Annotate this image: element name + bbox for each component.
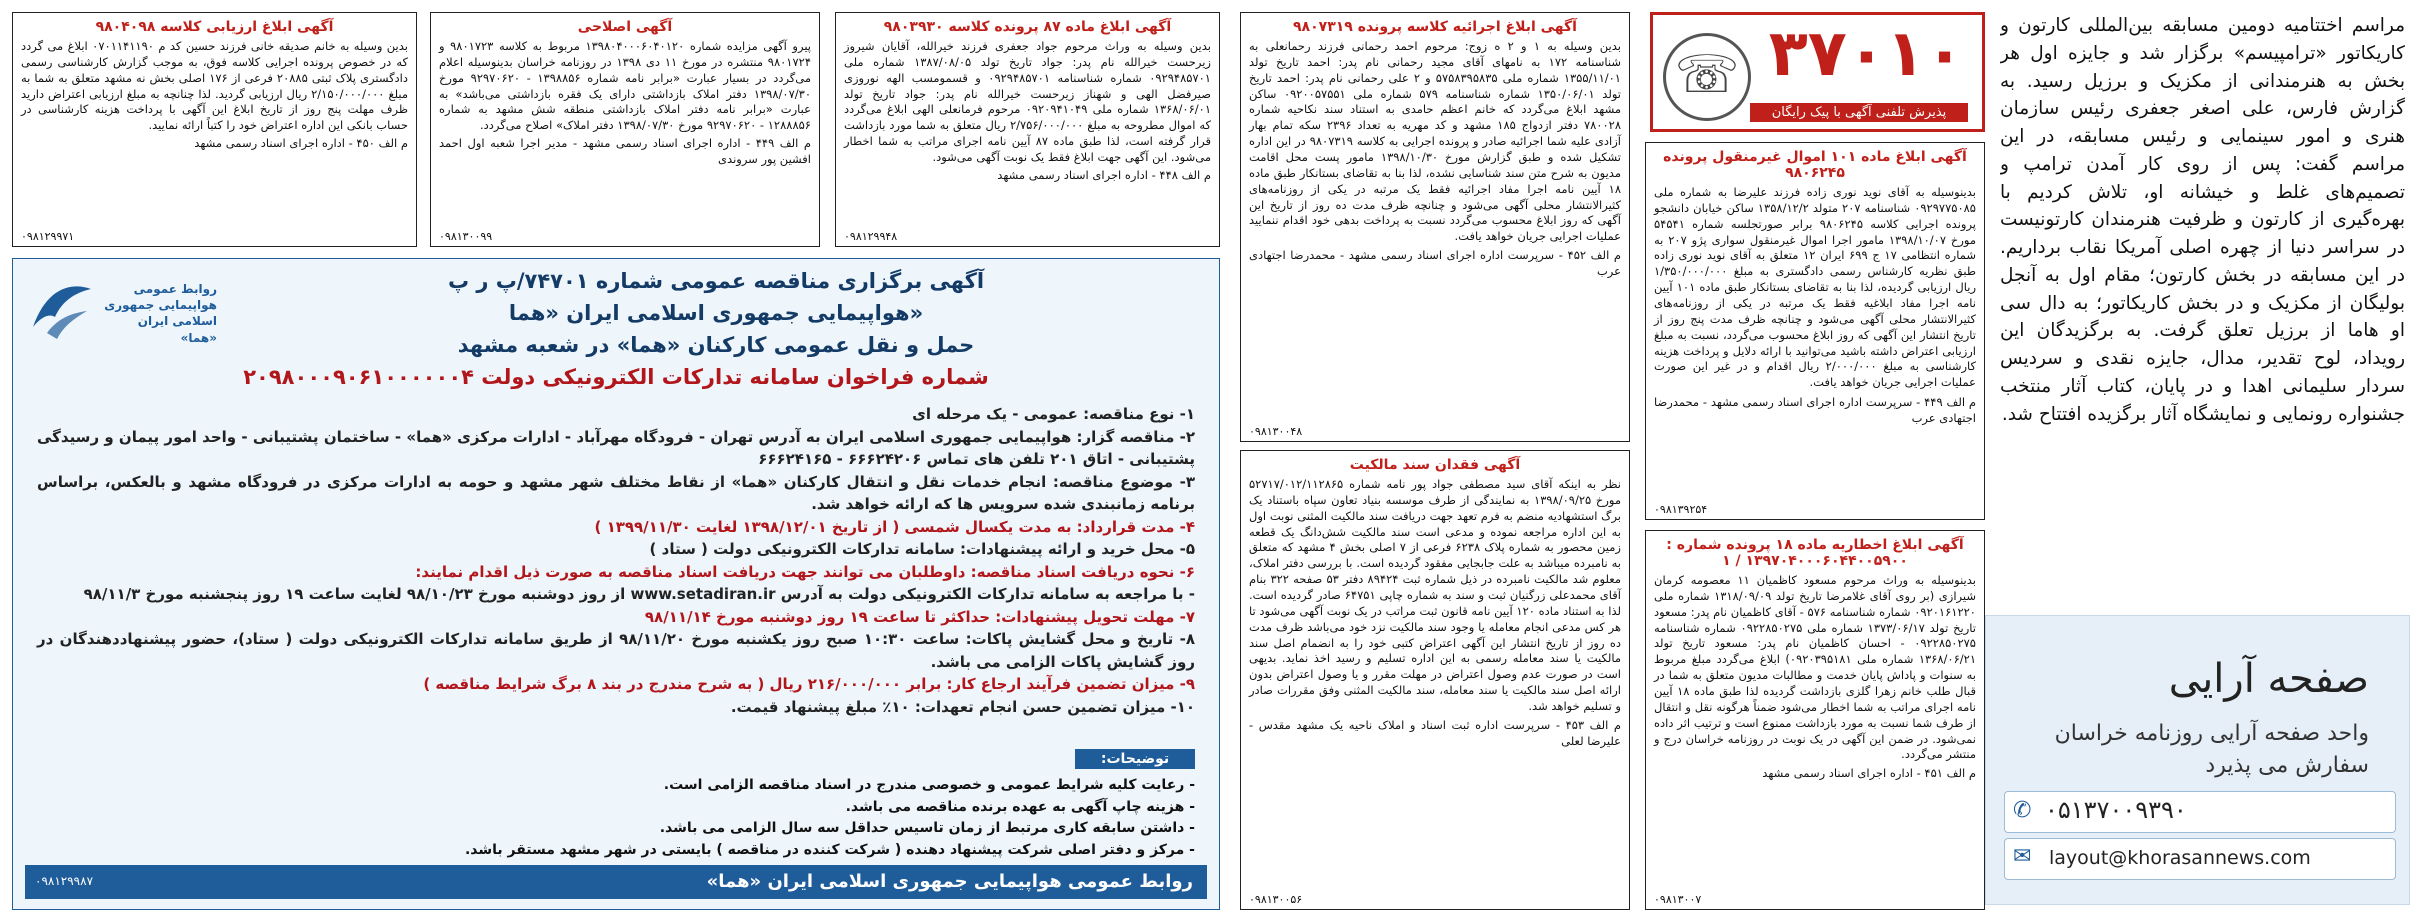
tender-note: - هزینه چاپ آگهی به عهده برنده مناقصه می باشد.	[845, 798, 1195, 815]
ad-code: ۰۹۸۱۳۹۲۵۴	[1654, 503, 1708, 516]
ad-title: آگهی ابلاغ ماده ۸۷ پرونده کلاسه ۹۸۰۳۹۳۰	[883, 19, 1172, 35]
tender-item: ۱۰- میزان تضمین حسن انجام تعهدات: ۱۰٪ مبلغ پیشنهاد قیمت.	[730, 697, 1195, 716]
ad-title: آگهی ابلاغ اجرائیه کلاسه پرونده ۹۸۰۷۳۱۹	[1293, 19, 1577, 35]
ad-title: آگهی اصلاحی	[577, 19, 673, 35]
ad-code: ۰۹۸۱۳۰۰۷	[1654, 893, 1702, 906]
tender-note: - داشتن سابقه کاری مرتبط از زمان تاسیس حداقل سه سال الزامی می باشد.	[659, 820, 1195, 837]
telephone-icon: ☏	[1663, 33, 1751, 121]
ad-title: آگهی ابلاغ اخطاریه ماده ۱۸ پرونده شماره :	[1666, 537, 1964, 553]
tender-title-4: شماره فراخوان سامانه تدارکات الکترونیکی دولت ۲۰۹۸۰۰۰۹۰۶۱۰۰۰۰۰۰۴	[243, 365, 989, 389]
tender-item: ۲- مناقصه گزار: هواپیمایی جمهوری اسلامی ایران به آدرس تهران - فرودگاه مهرآباد - ادارات مرکزی «هما» - ساختمان پشتیبانی - واحد امور پیمان و رسیدگی پشتیبانی - اتاق ۲۰۱ تلفن های تماس ۶۶۶۲۴۲۰۶ - ۶۶۶۲۴۱۶۵	[37, 427, 1195, 468]
ad-signature: م الف ۴۴۸ - اداره اجرای اسناد رسمی مشهد	[997, 167, 1211, 182]
tender-note: - رعایت کلیه شرایط عمومی و خصوصی مندرج در اسناد مناقصه الزامی است.	[663, 777, 1195, 793]
ad-signature: م الف ۴۵۱ - اداره اجرای اسناد رسمی مشهد	[1762, 766, 1976, 781]
tender-item: ۶- نحوه دریافت اسناد مناقصه: داوطلبان می توانند جهت دریافت اسناد مناقصه به صورت ذیل اقدام نمایند:	[415, 562, 1195, 581]
layout-phone: ۰۵۱۳۷۰۰۹۳۹۰	[2045, 796, 2187, 824]
ad-body: بدینوسیله به وراث مرحوم مسعود کاظمیان ۱۱ معصومه کرمان شیرازی (بر روی آقای غلامرضا تاریخ تولد ۱۳۱۸/۰۹/۰۹ شماره ملی ۰۹۲۰۱۶۱۲۲۰ شماره شناسنامه ۵۷۶ - آقای کاظمیان نام پدر: مسعود تاریخ تولد ۱۳۷۳/۰۶/۱۷ شماره ملی ۰۹۲۲۸۵۰۲۷۵ شماره شناسنامه ۰۹۲۲۸۵۰۲۷۵ - احسان کاظمیان نام پدر: مسعود تاریخ تولد ۱۳۶۸/۰۶/۲۱ شماره ملی ۰۹۲۰۳۹۵۱۸۱) ابلاغ می‌گردد مبلغ مربوط به سنوات و پاداش پایان خدمت و مطالبات مدیون متعلق به شما در قبال طلب خانم زهرا گلزی بازداشت گردیده لذا طبق ماده ۱۸ آیین نامه اجرای مراتب به شما اخطار می‌شود ضمناً هرگونه نقل و انتقال از طرف شما نسبت به مورد بازداشت ممنوع است و ترتیب اثر داده نمی‌شود. در ضمن این آگهی در یک نوبت در روزنامه خراسان درج و منتشر می‌گردد.	[1654, 573, 1977, 762]
ad-article-87	[835, 12, 1220, 247]
editorial-column	[2000, 12, 2405, 597]
tender-title-3: حمل و نقل عمومی کارکنان «هما» در شعبه مشهد	[457, 333, 975, 357]
layout-email-row	[2004, 838, 2396, 880]
tender-footer	[25, 865, 1207, 899]
tender-code: ۰۹۸۱۲۹۹۸۷	[35, 874, 94, 888]
ad-signature: م الف ۴۵۲ - سرپرست اداره اجرای اسناد رسمی مشهد - محمدرضا اجتهادی عرب	[1249, 248, 1621, 279]
ad-code: ۰۹۸۱۲۹۹۴۸	[844, 230, 898, 243]
ad-body: پیرو آگهی مزایده شماره ۱۳۹۸۰۴۰۰۰۶۰۴۰۱۲۰ مربوط به کلاسه ۹۸۰۱۷۲۳ و ۹۸۰۱۷۲۴ منتشره در مورخ ۱۱ دی ۱۳۹۸ در روزنامه خراسان بدینوسیله اعلام می‌گردد در بسیار عبارت «برابر نامه شماره ۱۳۹۸۸۵۶ - ۹۲۹۷۰۶۲۰ مورخ ۱۳۹۸/۰۷/۳۰ دفتر املاک بازداشتی دارای یک فقره بازداشتی می‌باشد» به عبارت «برابر نامه دفتر املاک بازداشتی منطقه شش مشهد به شماره ۱۲۸۸۸۵۶ - ۹۲۹۷۰۶۲۰ مورخ ۱۳۹۸/۰۷/۳۰ دفتر املاک» اصلاح می‌گردد.	[439, 39, 812, 133]
tender-notes-label: توضیحات:	[1075, 749, 1195, 769]
layout-subtitle: واحد صفحه آرایی روزنامه خراسان سفارش می پذیرد	[2054, 721, 2369, 778]
phone-caption: پذیرش تلفنی آگهی با پیک رایگان	[1750, 103, 1968, 122]
ad-execution-notice	[1240, 12, 1630, 442]
ad-signature: م الف ۴۵۰ - اداره اجرای اسناد رسمی مشهد	[194, 136, 408, 151]
mail-icon: ✉	[2013, 844, 2032, 869]
layout-service-box	[1985, 615, 2410, 905]
layout-title: صفحه آرایی	[2168, 656, 2369, 702]
ad-code: ۰۹۸۱۳۰۰۹۹	[439, 230, 493, 243]
tender-ad	[12, 258, 1220, 910]
tender-notes	[37, 775, 1195, 862]
tender-items	[37, 403, 1195, 718]
ad-body: بدین وسیله به خانم صدیقه خانی فرزند حسین کد م ۰۷۰۱۱۴۱۱۹۰ ابلاغ می گردد که در خصوص پرونده اجرایی کلاسه فوق، به موجب گزارش کارشناسی رسمی دادگستری پلاک ثبتی ۲۰۸۸۵ فرعی از ۱۷۶ اصلی بخش نه مشهد متعلق به شما به مبلغ ۲/۱۵۰/۰۰۰/۰۰۰ ریال ارزیابی گردید. لذا چنانچه به مبلغ ارزیابی اعتراض دارید ظرف مهلت پنج روز از تاریخ ابلاغ این آگهی با پرداخت هزینه کارشناسی در حساب بانکی این اداره اعتراض خود را کتباً ارائه نمایید.	[21, 39, 409, 133]
homa-bird-icon	[27, 277, 97, 347]
tender-title-1: آگهی برگزاری مناقصه عمومی شماره ۷۴۷۰۱/پ ر پ	[447, 269, 985, 293]
ad-body: بدین وسیله به ۱ و ۲ ه زوج: مرحوم احمد رحمانی فرزند رحمانعلی به شناسنامه ۱۷۲ به نامهای آقای مجید رحمانی نام پدر: احمد تاریخ تولد ۱۳۵۵/۱۱/۰۱ شماره ملی ۵۷۵۸۳۹۵۸۳۵ و ۲ علی رحمانی نام پدر: احمد تاریخ تولد ۱۳۵۰/۰۶/۰۱ شماره شناسنامه ۵۷۹ شماره ملی ۰۹۲۰۰۵۷۵۵۱ ساکن مشهد ابلاغ می‌گردد که خانم اعظم حامدی به استناد سند نکاحیه شماره ۷۸۰۰۲۸ دفتر ازدواج ۱۸۵ مشهد و کد مهریه به تعداد ۲۳۹۶ سکه تمام بهار آزادی علیه شما اجرائیه صادر و پرونده اجرایی به کلاسه ۹۸۰۷۳۱۹ در این اداره تشکیل شده و طبق گزارش مورخ ۱۳۹۸/۱۰/۳۰ مامور پست محل اقامت مدیون به شرح متن سند شناسایی نشده، لذا بنا به تقاضای بستانکار طبق ماده ۱۸ آیین نامه اجرا مفاد اجرائیه فقط یک مرتبه در یکی از روزنامه‌های کثیرالانتشار محلی آگهی می‌شود و چنانچه ظرف مدت ده روز از تاریخ این آگهی که روز ابلاغ محسوب می‌گردد نسبت به پرداخت بدهی خود اقدام ننمایید عملیات اجرایی جریان خواهد یافت.	[1249, 39, 1622, 244]
phone-ad-box	[1650, 12, 1985, 132]
phone-number: ۳۷۰۱۰	[1768, 17, 1964, 91]
layout-email[interactable]: layout@khorasannews.com	[2049, 847, 2311, 869]
homa-logo	[27, 273, 217, 353]
ad-file-number: ۱۳۹۷۰۴۰۰۰۶۰۴۴۰۰۵۹۰۰ / ۱	[1722, 553, 1908, 569]
tender-item: ۹- میزان تضمین فرآیند ارجاع کار: برابر ۲۱۶/۰۰۰/۰۰۰ ریال ( به شرح مندرج در بند ۸ برگ شرایط مناقصه )	[423, 675, 1195, 693]
ad-code: ۰۹۸۱۳۰۰۵۶	[1249, 893, 1303, 906]
tender-item: ۳- موضوع مناقصه: انجام خدمات نقل و انتقال کارکنان «هما» از نقاط مختلف شهر مشهد و حومه به ادارات مرکزی در فرودگاه مشهد و بالعکس، براساس برنامه زمانبندی شده سرویس ها که ارائه خواهد شد.	[37, 472, 1195, 513]
ad-code: ۰۹۸۱۲۹۹۷۱	[21, 230, 75, 243]
tender-item: ۷- مهلت تحویل پیشنهادات: حداکثر تا ساعت ۱۹ روز دوشنبه مورخ ۹۸/۱۱/۱۴	[644, 607, 1195, 626]
phone-icon: ✆	[2013, 798, 2032, 823]
ad-body: نظر به اینکه آقای سید مصطفی جواد پور نامه شماره ۵۲۷۱۷/۰۱۲/۱۱۲۸۶۵ مورخ ۱۳۹۸/۰۹/۲۵ به نمایندگی از طرف موسسه بنیاد تعاون سپاه باستناد یک برگ استشهادیه منضم به فرم تعهد جهت دریافت سند مالکیت المثنی نوبت اول به این اداره مراجعه نموده و مدعی است سند مالکیت شش‌دانگ یک قطعه زمین محصور به شماره پلاک ۶۲۳۸ فرعی از ۷ اصلی بخش ۴ مشهد که متعلق به نامبرده میباشد به علت جابجایی مفقود گردیده است. با بررسی دفتر املاک، معلوم شد مالکیت نامبرده در ذیل شماره ثبت ۸۹۴۲۴ دفتر ۵۳ صفحه ۳۲۲ بنام آقای محمدعلی زرگنیان ثبت و سند به شماره چاپی ۶۴۷۵۱ صادر گردیده است. لذا به استناد ماده ۱۲۰ آیین نامه قانون ثبت مراتب در یک نوبت آگهی می‌شود تا هر کس مدعی انجام معامله یا وجود سند مالکیت نزد خود می‌باشد ظرف مدت ده روز از تاریخ انتشار این آگهی اعتراض کتبی خود را به انضمام اصل سند مالکیت یا سند معامله رسمی به این اداره تسلیم و رسید اخذ نماید. بدیهی است در صورت عدم وصول اعتراض در مهلت مقرر و یا وصول اعتراض بدون ارائه اصل سند مالکیت یا سند معامله، سند مالکیت المثنی وفق مقررات صادر و تسلیم خواهد شد.	[1249, 477, 1622, 714]
ad-body: بدینوسیله به آقای نوید نوری زاده فرزند علیرضا به شماره ملی ۰۹۲۹۷۷۵۰۸۵ شناسنامه ۲۰۷ متولد ۱۳۵۸/۱۲/۲ ساکن خیابان دانشجو پرونده اجرایی کلاسه ۹۸۰۶۲۴۵ برابر صورتجلسه شماره ۵۴۵۴۱ مورخ ۱۳۹۸/۱۰/۰۷ مامور اجرا اموال غیرمنقول سواری پژو ۲۰۷ به شماره انتظامی ۱۷ ج ۶۹۹ ایران ۱۲ متعلق به آقای نوید نوری زاده طبق نظریه کارشناس رسمی دادگستری به مبلغ ۱/۳۵۰/۰۰۰/۰۰۰ ریال ارزیابی گردیده، لذا بنا به تقاضای بستانکار طبق ماده ۱۰۱ آیین نامه اجرا مفاد ابلاغیه فقط یک مرتبه در یکی از روزنامه‌های کثیرالانتشار محلی آگهی می‌شود و چنانچه ظرف مدت پنج روز از تاریخ انتشار این آگهی که روز ابلاغ محسوب می‌گردد، نسبت به مبلغ ارزیابی اعتراض داشته باشید می‌توانید با ارائه دلایل و پرداخت هزینه کارشناسی به مبلغ ۲/۰۰۰/۰۰۰ ریال اقدام و در غیر این صورت عملیات اجرایی جریان خواهد یافت.	[1654, 185, 1976, 390]
tender-footer-text: روابط عمومی هواپیمایی جمهوری اسلامی ایران «هما»	[706, 871, 1193, 892]
ad-warning-article-18	[1645, 530, 1985, 910]
ad-signature: م الف ۴۴۹ - اداره اجرای اسناد رسمی مشهد - مدیر اجرا شعبه اول احمد افشین پور سروندی	[439, 136, 811, 167]
editorial-text: مراسم اختتامیه دومین مسابقه بین‌المللی کارتون و کاریکاتور «ترامپیسم» برگزار شد و جایزه اول هر بخش به هنرمندانی از مکزیک و برزیل رسید. به گزارش فارس، علی اصغر جعفری رئیس سازمان هنری و امور سینمایی و رئیس مسابقه، در این مراسم گفت: پس از روی کار آمدن ترامپ و تصمیم‌های غلط و خیشانه او، تلاش کردیم با بهره‌گیری از کارتون و ظرفیت هنرمندان کارتونیست در سراسر دنیا از چهره اصلی آمریکا نقاب برداریم. در این مسابقه در بخش کارتون؛ مقام اول به آنجل بولیگان از مکزیک و در بخش کاریکاتور؛ به دال سی او هاما از برزیل تعلق گرفت. به برگزیدگان این رویداد، لوح تقدیر، مدال، جایزه نقدی و سردیس سردار سلیمانی اهدا و در پایان، کتاب آثار منتخب جشنواره رونمایی و نمایشگاه آثار برگزیده افتتاح شد.	[2000, 15, 2405, 425]
tender-item: ۸- تاریخ و محل گشایش پاکات: ساعت ۱۰:۳۰ صبح روز یکشنبه مورخ ۹۸/۱۱/۲۰ از طریق سامانه تدارکات الکترونیکی دولت ( ستاد)، حضور پیشنهاددهندگان در روز گشایش پاکات الزامی می باشد.	[37, 630, 1196, 671]
ad-code: ۰۹۸۱۳۰۰۴۸	[1249, 425, 1303, 438]
homa-org-name: روابط عمومی هواپیمایی جمهوری اسلامی ایران «هما»	[104, 282, 217, 345]
ad-title: آگهی ابلاغ ماده ۱۰۱ اموال غیرمنقول پرونده ۹۸۰۶۲۴۵	[1663, 149, 1967, 181]
tender-item: ۵- محل خرید و ارائه پیشنهادات: سامانه تدارکات الکترونیکی دولت ( ستاد )	[649, 540, 1195, 558]
ad-body: بدین وسیله به وراث مرحوم جواد جعفری فرزند خیرالله، آقایان شیروز زیرحست خیرالله نام پدر: جواد تاریخ تولد ۱۳۸۷/۰۸/۰۵ شماره ملی ۰۹۲۹۴۸۵۷۰۱ شماره شناسنامه ۰۹۲۹۴۸۵۷۰۱ و قسمومسب الهه نوروزی صیرفضل الهی و شهناز زیرحست خیرالله نام پدر: جواد تاریخ تولد ۱۳۶۸/۰۶/۰۱ شماره ملی ۰۹۲۰۹۴۱۰۴۹ مرحوم فرمانعلی الهی ابلاغ می‌گردد که اموال مطروحه به مبلغ ۲/۷۵۶/۰۰۰/۰۰۰ ریال متعلق به شما مورد بازداشت قرار گرفته است، لذا طبق ماده ۸۷ آیین نامه اجرای مراتب به شما اخطار می‌شود. این آگهی جهت ابلاغ فقط یک نوبت آگهی می‌شود.	[844, 39, 1211, 165]
tender-note: - مرکز و دفتر اصلی شرکت پیشنهاد دهنده ( شرکت کننده در مناقصه ) بایستی در شهر مشهد مستقر باشد.	[464, 842, 1195, 859]
ad-signature: م الف ۴۴۹ - سرپرست اداره اجرای اسناد رسمی مشهد - محمدرضا اجتهادی عرب	[1654, 395, 1976, 426]
ad-valuation-notice	[12, 12, 417, 247]
tender-title-2: هواپیمایی جمهوری اسلامی ایران «هما»	[508, 301, 924, 325]
tender-item: ۱- نوع مناقصه: عمومی - یک مرحله ای	[912, 405, 1195, 423]
tender-item: ۴- مدت قرارداد: به مدت یکسال شمسی ( از تاریخ ۱۳۹۸/۱۲/۰۱ لغایت ۱۳۹۹/۱۱/۳۰ )	[594, 517, 1195, 536]
ad-correction	[430, 12, 820, 247]
ad-title: آگهی فقدان سند مالکیت	[1349, 457, 1521, 473]
tender-item: - با مراجعه به سامانه تدارکات الکترونیکی دولت به آدرس www.setadiran.ir از روز دوشنبه مورخ ۹۸/۱۰/۲۳ لغایت ساعت ۱۹ روز پنجشنبه مورخ ۹۸/۱۱/۳	[83, 585, 1195, 603]
ad-lost-deed	[1240, 450, 1630, 910]
ad-asset-article-101	[1645, 142, 1985, 520]
ad-signature: م الف ۴۵۳ - سرپرست اداره ثبت اسناد و املاک ناحیه یک مشهد مقدس - علیرضا لعلی	[1249, 717, 1621, 748]
layout-phone-row	[2004, 791, 2396, 833]
ad-title: آگهی ابلاغ ارزیابی کلاسه ۹۸۰۴۰۹۸	[95, 19, 334, 35]
